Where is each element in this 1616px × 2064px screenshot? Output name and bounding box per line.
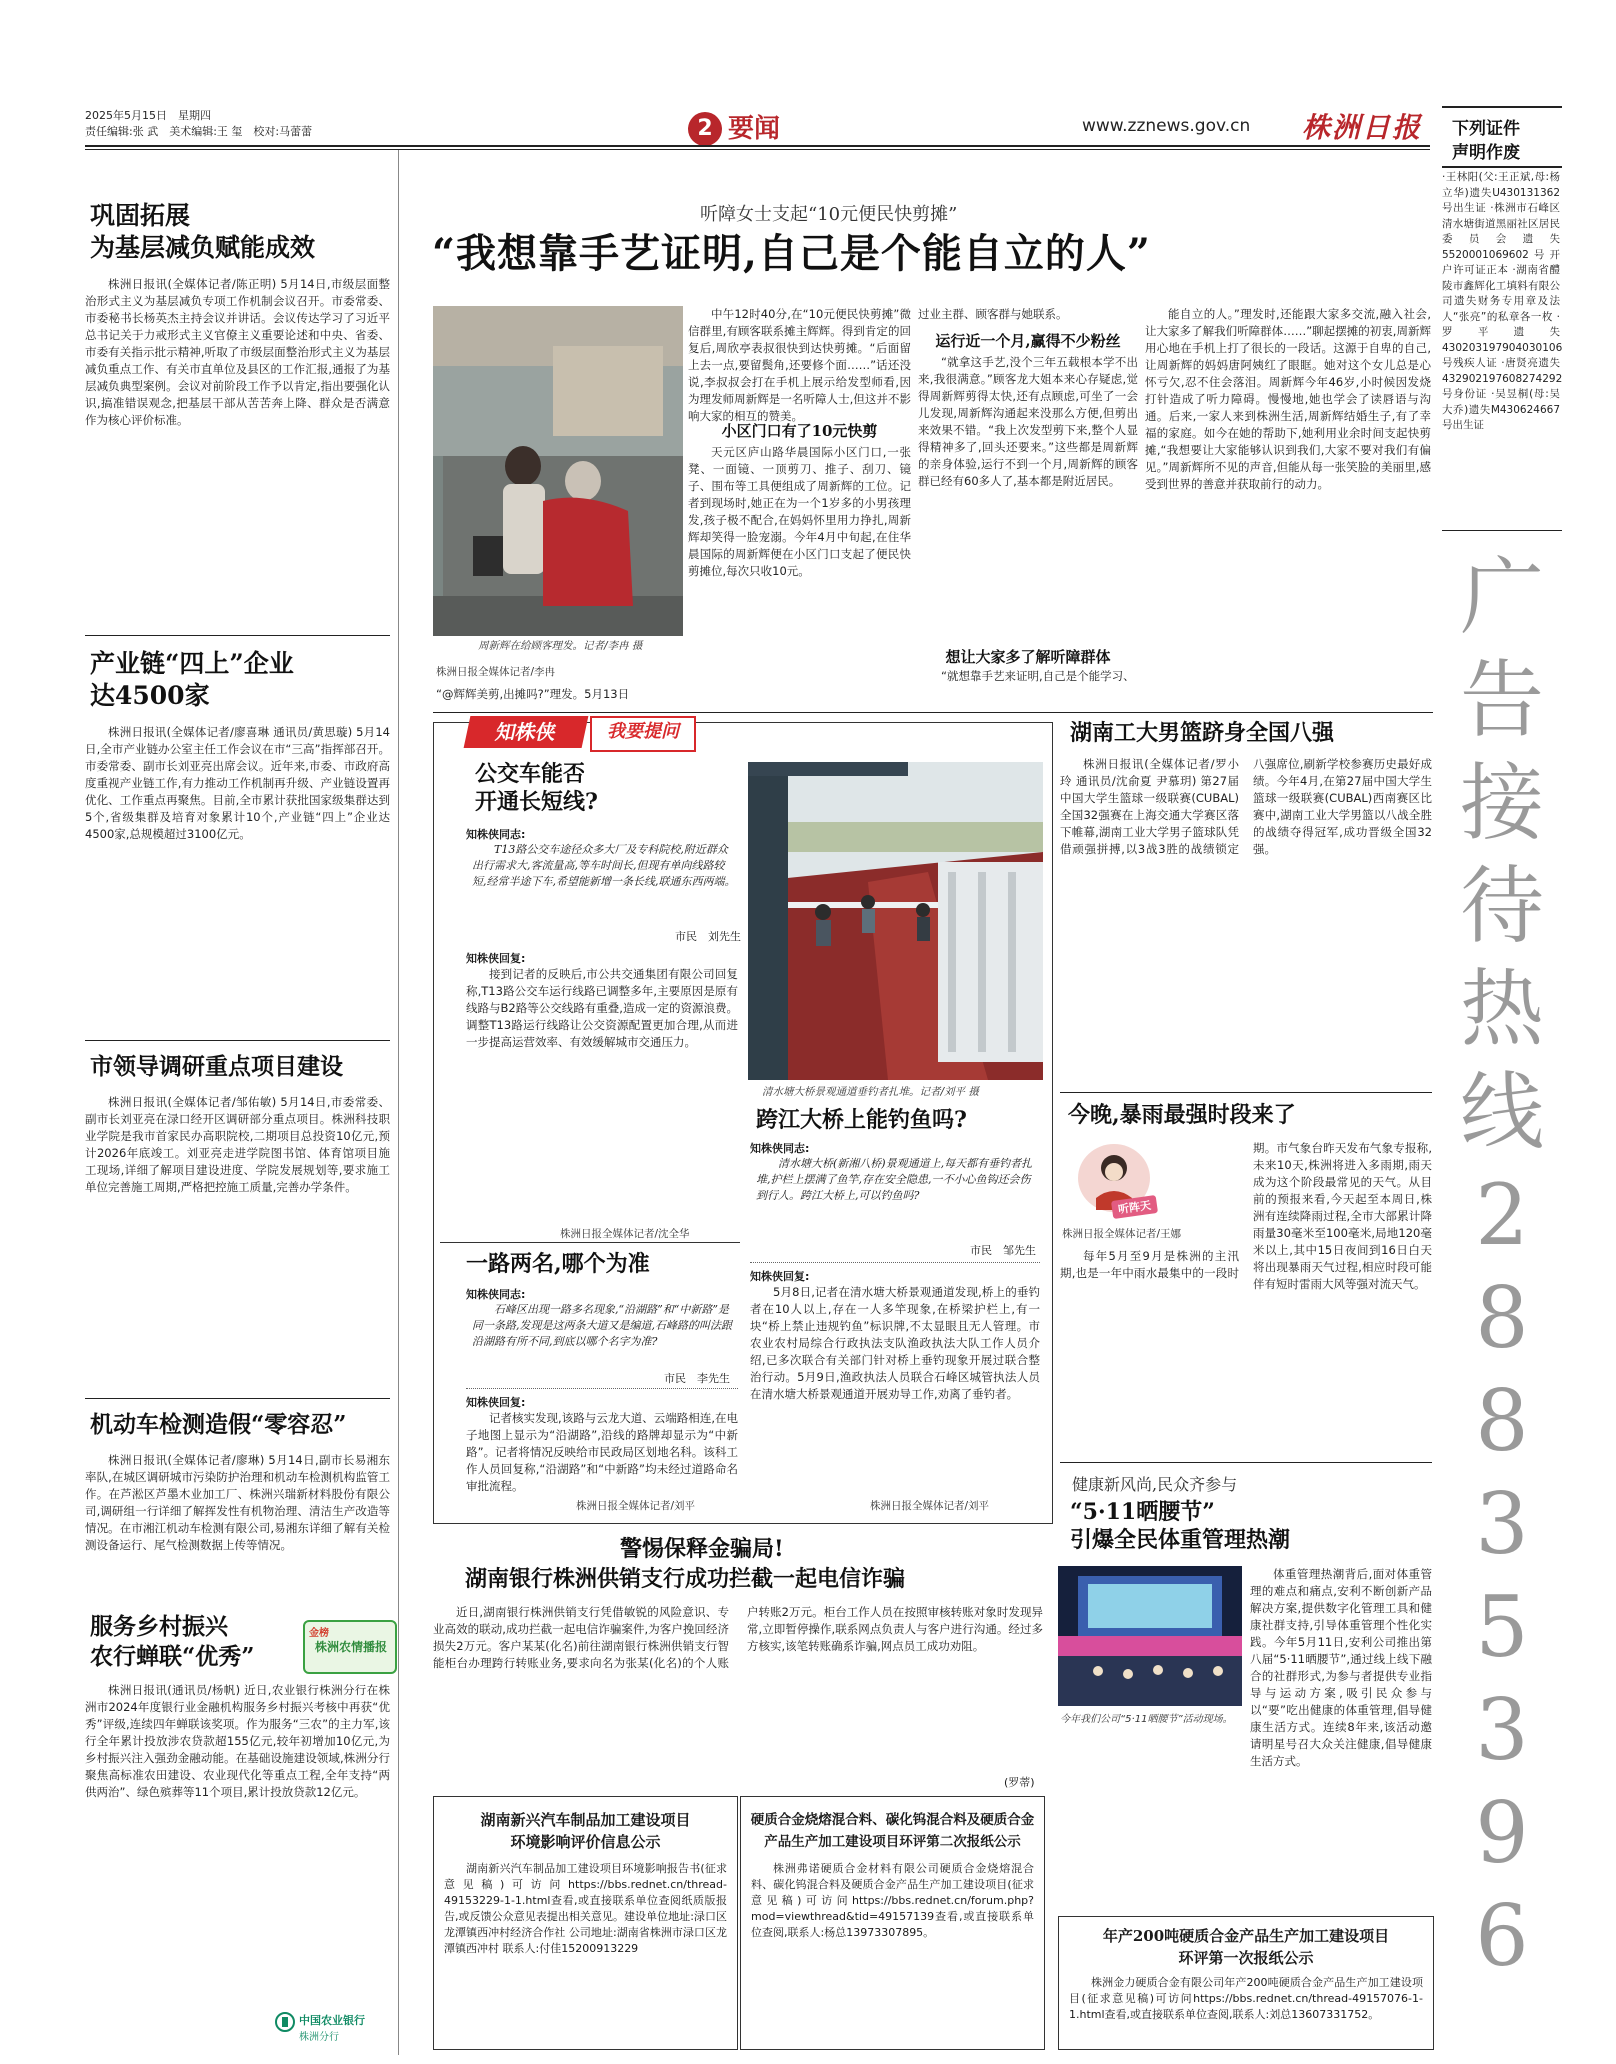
- basketball-rule: [1060, 1092, 1432, 1093]
- weather-body-spacer: [1060, 1140, 1239, 1248]
- bank-body: 近日,湖南银行株洲供销支行凭借敏锐的风险意识、专业高效的联动,成功拦截一起电信诈骗案件,为客户挽回经济损失2万元。客户某某(化名)前往湖南银行株洲供销支行智能柜台办理跨行转账业务,要求向名为张某(化名)的个人账户转账2万元。柜台工作人员在按照审核转账对象时发现异常,立即暂停操作,联系网点负责人与客户进行沟通。经过多方核实,该笔转账确系诈骗,网点员工成功劝阻。: [433, 1605, 1043, 1670]
- weather-badge-label: 听阵天: [1111, 1195, 1158, 1219]
- q3-top-rule: [440, 1242, 740, 1243]
- badge-top-text: 金榜: [309, 1628, 329, 1639]
- feature-col3-text: 过业主群、顾客群与她联系。: [918, 307, 1068, 321]
- q3-reply-label: 知株侠回复:: [466, 1396, 526, 1409]
- health-event-illustration: [1058, 1566, 1242, 1706]
- feature-col4-text: 能自立的人。”理发时,还能跟大家多交流,融入社会,让大家多了解我们听障群体……”聊起摆摊的初衷,周新辉用心地在手机上打了很长的一段话。这源于自卑的自己,让周新辉的妈妈唐阿姨红了眼眶。她对这个女儿总是心怀亏欠,忍不住会落泪。周新辉今年46岁,小时候因发烧打针造成了听力障碍。慢慢地,她也学会了读唇语与沟通。后来,一家人来到株洲生活,周新辉结婚生子,有了幸福的家庭。如今在她的帮助下,她利用业余时间支起快剪摊,“我想要让大家能够认识到我们,大家不要对我们有偏见。”周新辉所不见的声音,但能从每一张笑脸的美丽里,感受到世界的善意并获取前行的动力。: [1145, 307, 1431, 491]
- health-title-line1: “5·11晒腰节”: [1070, 1499, 1215, 1525]
- section-name: 要闻: [728, 114, 781, 144]
- right-ad-column: [1442, 106, 1562, 2051]
- q3-label: 知株侠同志:: [466, 1288, 526, 1301]
- bank-title-line2: 湖南银行株洲供销支行成功拦截一起电信诈骗: [465, 1566, 906, 1592]
- notice1-title-line1: 湖南新兴汽车制品加工建设项目: [480, 1811, 691, 1829]
- story2-title-line1: 产业链“四上”企业: [90, 649, 294, 678]
- story1-title-line2: 为基层减负赋能成效: [90, 233, 316, 262]
- q3-reply: 记者核实发现,该路与云龙大道、云端路相连,在电子地图上显示为“沿湖路”,沿线的路牌却显示为“中新路”。记者将情况反映给市民政局区划地名科。该科工作人员回复称,“沿湖路”和“中新路”均未经过道路命名审批流程。: [466, 1411, 738, 1493]
- q2-question: 清水塘大桥(新湘八桥)景观通道上,每天都有垂钓者扎堆,护栏上摆满了鱼竿,存在安全隐患,一不小心鱼钩还会伤到行人。跨江大桥上,可以钓鱼吗?: [756, 1157, 1033, 1202]
- q1-question: T13路公交车途径众多大厂及专科院校,附近群众出行需求大,客流量高,等车时间长,但现有单向线路较短,经常半途下车,希望能新增一条长线,联通东西两端。: [472, 843, 736, 888]
- page-number-badge: 2: [688, 112, 722, 146]
- q1-title-line2: 开通长短线?: [475, 789, 598, 815]
- column-divider: [398, 150, 399, 2055]
- story2-title-line2: 达4500家: [90, 681, 210, 710]
- feature-kicker: 听障女士支起“10元便民快剪摊”: [700, 204, 958, 225]
- q2-reply: 5月8日,记者在清水塘大桥景观通道发现,桥上的垂钓者在10人以上,存在一人多竿现象,在桥梁护栏上,有一块“桥上禁止违规钓鱼”标识牌,不太显眼且无人管理。市农业农村局综合行政执法支队渔政执法大队工作人员介绍,已多次联合有关部门针对桥上垂钓现象开展过联合整治行动。5月9日,渔政执法人员联合石峰区城管执法人员在清水塘大桥景观通道开展劝导工作,劝离了垂钓者。: [750, 1285, 1040, 1401]
- weather-title: 今晚,暴雨最强时段来了: [1068, 1102, 1296, 1128]
- notices-header: [1442, 106, 1562, 168]
- notice3-title-line2: 环评第一次报纸公示: [1178, 1949, 1314, 1967]
- weather-rule: [1060, 1462, 1432, 1463]
- notices-rule: [1442, 530, 1562, 531]
- q1-reply-label: 知株侠回复:: [466, 952, 526, 965]
- weather-body-area: 每年5月至9月是株洲的主汛期,也是一年中雨水最集中的一段时期。市气象台昨天发布气象专报称,未来10天,株洲将进入多雨期,雨天成为这个阶段最常见的天气。从目前的预报来看,今天起至本周日,株洲有连续降雨过程,全市大部累计降雨量30毫米至100毫米,局地120毫米以上,其中15日夜间到16日白天将出现暴雨天气过程,相应时段可能伴有短时雷雨大风等强对流天气。: [1060, 1141, 1432, 1291]
- health-photo-caption: 今年我们公司“5·11晒腰节”活动现场。: [1060, 1714, 1233, 1725]
- story5-body: 株洲日报讯(通讯员/杨帆) 近日,农业银行株洲分行在株洲市2024年度银行业金融机构服务乡村振兴考核中再获“优秀”评级,连续四年蝉联该奖项。作为服务“三农”的主力军,该行全年累计投放涉农贷款超155亿元,较年初增加10亿元,为乡村振兴注入强劲金融动能。在基础设施建设领域,株洲分行聚焦高标准农田建设、农业现代化等重点工程,全年支持“两供两治”、绿色殡葬等11个项目,累计投放贷款12亿元。: [85, 1683, 390, 1799]
- basketball-body: 株洲日报讯(全媒体记者/罗小玲 通讯员/沈俞夏 尹慕玥) 第27届中国大学生篮球一级联赛(CUBAL)全国32强赛在上海交通大学赛区落下帷幕,湖南工业大学男子篮球队凭借顽强拼搏,以3战3胜的战绩锁定八强席位,刷新学校参赛历史最好成绩。今年4月,在第27届中国大学生篮球一级联赛(CUBAL)西南赛区比赛中,湖南工业大学男篮以八战全胜的战绩夺得冠军,成功晋级全国32强。: [1060, 757, 1432, 856]
- q2-divider: [750, 1262, 1040, 1263]
- health-event-photo: [1058, 1566, 1242, 1706]
- barber-photo-illustration: [433, 306, 683, 636]
- notice1-title-line2: 环境影响评价信息公示: [510, 1833, 661, 1851]
- story1-title-line1: 巩固拓展: [90, 201, 191, 230]
- q1-byline: 株洲日报全媒体记者/沈全华: [560, 1228, 690, 1240]
- bank-signature: (罗蒂): [1004, 1776, 1035, 1789]
- ad-hotline: 广告接待热线28835396: [1459, 548, 1544, 1985]
- story5-title-line2: 农行蝉联“优秀”: [90, 1643, 255, 1670]
- lost-notices: ·王林阳(父:王正斌,母:杨立华)遗失U430131362号出生证 ·株洲市石峰区清水塘街道黑丽社区居民委员会遗失5520001069602号开户许可证正本 ·湖南省醴陵市鑫辉化工填料有限公司遗失财务专用章及法人“张亮”的私章各一枚 ·罗平遗失430203197904030106号残疾人证 ·唐贤亮遗失432902197608274292号身份证 ·吴昱桐(母:吴大乔)遗失M430624667号出生证: [1442, 171, 1563, 431]
- notice3-title-line1: 年产200吨硬质合金产品生产加工建设项目: [1102, 1927, 1390, 1945]
- feature-subhead1: 小区门口有了10元快剪: [721, 422, 878, 440]
- divider: [85, 1040, 390, 1041]
- weather-byline: 株洲日报全媒体记者/王娜: [1062, 1228, 1182, 1240]
- notice-env-1: [433, 1796, 738, 2050]
- q3-question: 石峰区出现一路多名现象,“沿湖路”和“中新路”是同一条路,发现是这两条大道又是编道,石峰路的叫法跟沿湖路有所不同,到底以哪个名字为准?: [472, 1303, 732, 1348]
- health-title-line2: 引爆全民体重管理热潮: [1070, 1527, 1291, 1553]
- notices-title-line1: 下列证件: [1452, 119, 1520, 139]
- bridge-photo-illustration: [748, 762, 1043, 1080]
- health-kicker: 健康新风尚,民众齐参与: [1072, 1475, 1238, 1494]
- issue-date: 2025年5月15日 星期四: [85, 109, 211, 122]
- q1-label: 知株侠同志:: [466, 828, 526, 841]
- header-rule: [85, 145, 1430, 147]
- notice2-title-line1: 硬质合金烧熔混合料、碳化钨混合料及硬质合金: [750, 1812, 1035, 1828]
- barber-photo: [433, 306, 683, 636]
- q1-reply: 接到记者的反映后,市公共交通集团有限公司回复称,T13路公交车运行线路已调整多年,主要原因是原有线路与B2路等公交线路有重叠,造成一定的资源浪费。调整T13路运行线路让公交资源配置更加合理,从而进一步提高运营效率、有效缓解城市交通压力。: [466, 967, 738, 1049]
- bridge-photo: [748, 762, 1043, 1080]
- story4-title: 机动车检测造假“零容忍”: [90, 1411, 347, 1438]
- divider: [85, 635, 390, 636]
- story1-body: 株洲日报讯(全媒体记者/陈正明) 5月14日,市级层面整治形式主义为基层减负专项工作机制会议召开。市委常委、市委秘书长杨英杰主持会议并讲话。会议传达学习了习近平总书记关于力戒形式主义官僚主义重要论述和中央、省委、市委有关指示批示精神,听取了市级层面整治形式主义为基层减负重点工作、有关市直单位及县区的工作汇报,通报了为基层减负典型案例。会议对前阶段工作予以肯定,指出要强化认识,搞准错误观念,把基层干部从苦苦奔上降、群众是否满意作为核心评价标准。: [85, 277, 390, 427]
- notice-env-2: [740, 1796, 1045, 2050]
- q3-signature: 市民 李先生: [664, 1372, 730, 1385]
- q2-title: 跨江大桥上能钓鱼吗?: [756, 1107, 967, 1133]
- story2-body: 株洲日报讯(全媒体记者/廖喜琳 通讯员/黄思璇) 5月14日,全市产业链办公室主任工作会议在市“三高”指挥部召开。市委常委、副市长刘亚亮出席会议。近年来,市委、市政府高度重视产业链工作,有力推动工作机制再升级、产业链设置再优化、工作重点再聚焦。目前,全市累计获批国家级集群达到5个,省级集群及培育对象累计10个,产业链“四上”企业达4500家,总规模超过3100亿元。: [85, 725, 390, 841]
- zhizhuxia-logo-sub: 我要提问: [590, 716, 696, 752]
- zhizhuxia-logo: 知株侠: [464, 716, 589, 748]
- feature-byline: 株洲日报全媒体记者/李冉: [436, 666, 556, 678]
- notice2-title-line2: 产品生产加工建设项目环评第二次报纸公示: [764, 1834, 1021, 1850]
- q1-signature: 市民 刘先生: [675, 930, 741, 943]
- feature-col2-text: 中午12时40分,在“10元便民快剪摊”微信群里,有顾客联系摊主辉辉。得到肯定的回复后,周欣亭表叔很快到达快剪摊。“后面留上去一点,要留鬓角,还要修个面……”话还没说,李叔叔会打在手机上展示给发型师看,因为理发师周新辉是一名听障人士,但这并不影响大家的相互的赞美。: [688, 307, 911, 423]
- notices-title-line2: 声明作废: [1452, 143, 1520, 163]
- bank-title-line1: 警惕保释金骗局!: [620, 1536, 784, 1562]
- q2-reply-label: 知株侠回复:: [750, 1270, 810, 1283]
- editor-credits: 责任编辑:张 武 美术编辑:王 玺 校对:马蕾蕾: [85, 125, 313, 138]
- q2-label: 知株侠同志:: [750, 1142, 810, 1155]
- feature-col2-text2: 天元区庐山路华晨国际小区门口,一张凳、一面镜、一顶剪刀、推子、刮刀、镜子、围布等工具便组成了周新辉的工位。记者到现场时,她正在为一个1岁多的小男孩理发,孩子极不配合,在妈妈怀里用力挣扎,周新辉却笑得一脸宠溺。今年4月中旬起,在住华晨国际的周新辉便在小区门口支起了便民快剪摊位,每次只收10元。: [688, 445, 911, 578]
- basketball-title: 湖南工大男篮跻身全国八强: [1070, 720, 1335, 746]
- badge-main-text: 株洲农情播报: [314, 1640, 387, 1654]
- notice-env-3: [1058, 1916, 1434, 2050]
- feature-col1-end: “@辉辉美剪,出摊吗?”理发。5月13日: [436, 687, 630, 701]
- newspaper-logo: 株洲日报: [1302, 111, 1423, 144]
- feature-col3-text3: “就想靠手艺来证明,自己是个能学习、: [941, 669, 1135, 683]
- story3-body: 株洲日报讯(全媒体记者/邹佑敏) 5月14日,市委常委、副市长刘亚亮在渌口经开区调研部分重点项目。株洲科技职业学院是我市首家民办高职院校,二期项目总投资10亿元,预计2026年底竣工。刘亚亮走进学院图书馆、体育馆项目施工现场,详细了解项目建设进度、学院发展规划等,要求施工单位完善施工周期,严格把控施工质量,完善办学条件。: [85, 1095, 390, 1194]
- feature-bottom-rule: [433, 712, 1433, 713]
- q1-title-line1: 公交车能否: [475, 761, 586, 787]
- bridge-photo-caption: 清水塘大桥景观通道垂钓者扎堆。记者/刘平 摄: [762, 1086, 979, 1098]
- notice2-text: 株洲弗诺硬质合金材料有限公司硬质合金烧熔混合料、碳化钨混合料及硬质合金产品生产加工建设项目(征求意见稿)可访问https://bbs.rednet.cn/forum.php?mod=viewthread&tid=49157139查看,或直接联系单位查阅,联系人:杨总13973307895。: [751, 1862, 1034, 1939]
- website-url: www.zznews.gov.cn: [1082, 116, 1251, 136]
- story3-title: 市领导调研重点项目建设: [90, 1053, 343, 1080]
- story5-title-line1: 服务乡村振兴: [90, 1613, 228, 1640]
- story5: [85, 1612, 395, 2052]
- bank-name: 中国农业银行: [299, 2014, 365, 2027]
- notice3-text: 株洲金力硬质合金有限公司年产200吨硬质合金产品生产加工建设项目(征求意见稿)可访问https://bbs.rednet.cn/thread-49157076-1-1.html查看,或直接联系单位查阅,联系人:刘总13607331752。: [1069, 1976, 1423, 2021]
- health-body: 体重管理热潮背后,面对体重管理的难点和痛点,安利不断创新产品解决方案,提供数字化管理工具和健康社群支持,引导体重管理个性化实践。今年5月11日,安利公司推出第八届“5·11晒腰节”,通过线上线下融合的社群形式,为参与者提供专业指导与运动方案,吸引民众参与以“要”吃出健康的体重管理,倡导健康生活方式。连续8年来,该活动邀请明星号召大众关注健康,倡导健康生活方式。: [1250, 1567, 1432, 1768]
- q2-signature: 市民 邹先生: [970, 1244, 1036, 1257]
- q3-divider: [466, 1388, 738, 1389]
- feature-col3-text2: “就拿这手艺,没个三年五载根本学不出来,我很满意。”顾客龙大姐本来心存疑虑,觉得周新辉剪得太快,还有点顾虑,可坐了一会儿发现,周新辉沟通起来没那么方便,但剪出来效果不错。“我上次发型剪下来,整个人显得精神多了,回头还要来。”这些都是周新辉的亲身体验,运行不到一个月,周新辉的顾客群已经有60多人了,基本都是附近居民。: [918, 355, 1138, 488]
- feature-subhead3: 想让大家多了解听障群体: [945, 648, 1111, 666]
- abc-bank-icon: [275, 2012, 295, 2032]
- feature-headline: “我想靠手艺证明,自己是个能自立的人”: [432, 230, 1151, 277]
- abc-bank-logo: [275, 2010, 393, 2044]
- farm-report-badge: [303, 1620, 397, 1674]
- q3-title: 一路两名,哪个为准: [466, 1251, 650, 1277]
- barber-photo-caption: 周新辉在给顾客理发。记者/李冉 摄: [478, 640, 643, 652]
- q2-byline: 株洲日报全媒体记者/刘平: [870, 1500, 990, 1512]
- story4-body: 株洲日报讯(全媒体记者/廖琳) 5月14日,副市长易湘东率队,在城区调研城市污染防护治理和机动车检测机构监管工作。在芦淞区芦墨木业加工厂、株洲兴瑞新材料股份有限公司,调研组一行详细了解挥发性有机物治理、清洁生产改造等情况。在市湘江机动车检测有限公司,易湘东详细了解有关检测设备运行、尾气检测数据上传等情况。: [85, 1453, 390, 1552]
- q3-byline: 株洲日报全媒体记者/刘平: [576, 1500, 696, 1512]
- bank-branch: 株洲分行: [299, 2032, 339, 2043]
- feature-subhead2: 运行近一个月,赢得不少粉丝: [935, 332, 1121, 350]
- notice1-text: 湖南新兴汽车制品加工建设项目环境影响报告书(征求意见稿)可访问https://bbs.rednet.cn/thread-49153229-1-1.html查看,或直接联系单位查阅纸质版报告,或反馈公众意见表提出相关意见。建设单位地址:渌口区龙潭镇西冲村经济合作社 公司地址:湖南省株洲市渌口区龙潭镇西冲村 联系人:付佳15200913229: [444, 1862, 727, 1955]
- divider: [85, 1398, 390, 1399]
